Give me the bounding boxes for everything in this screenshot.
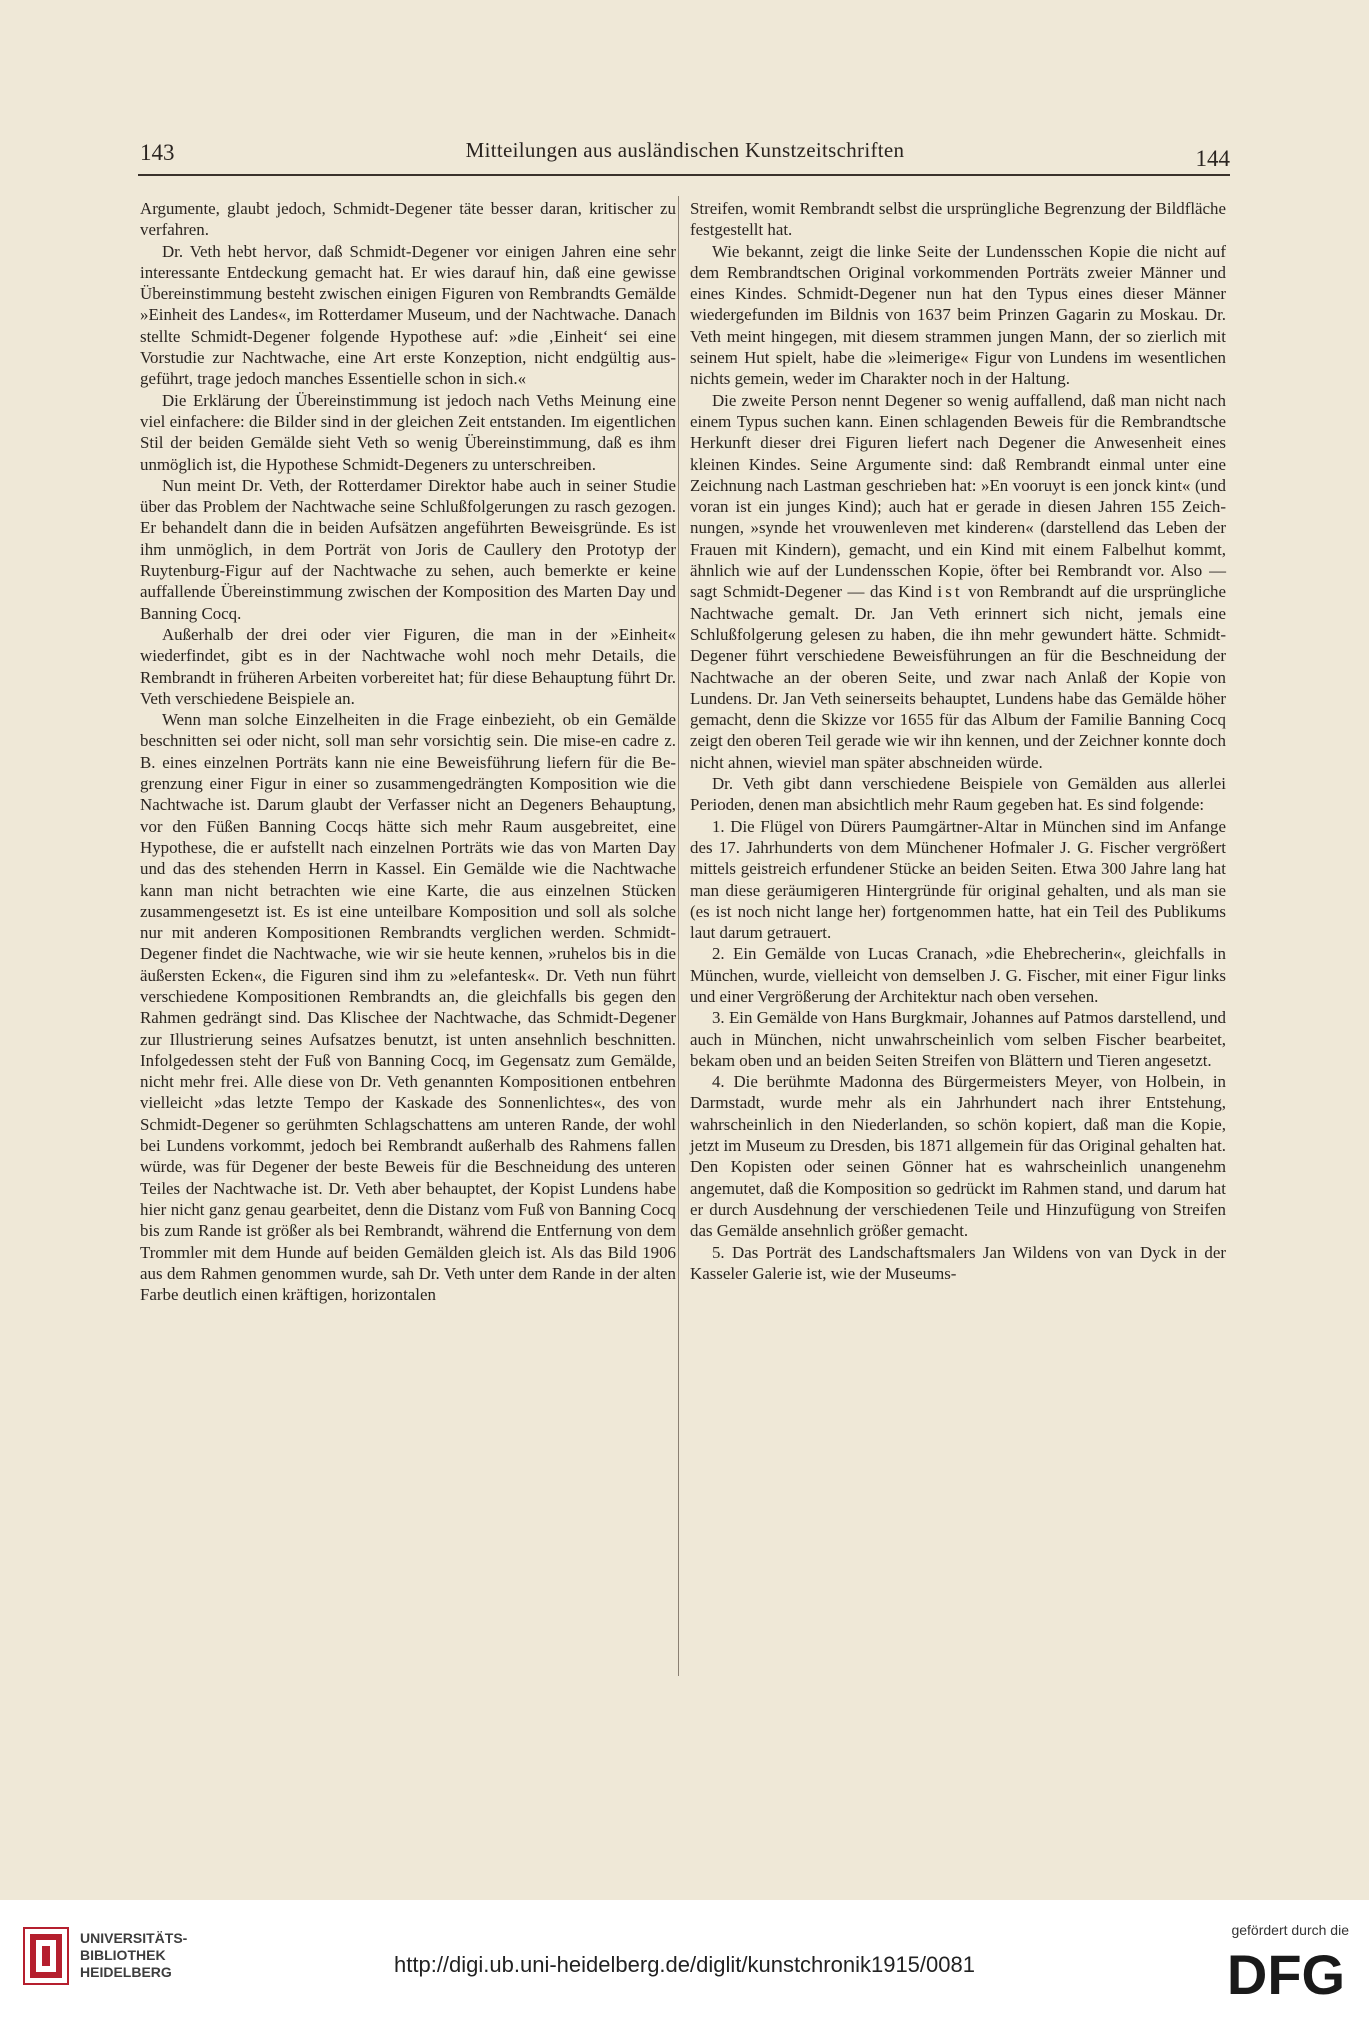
page-number-left: 143 (140, 140, 175, 165)
list-item: 4. Die berühmte Madonna des Bürgermeisters Meyer, von Holbein, in Darmstadt, wurde mehr als ein Jahrhundert nach ihrer Entstehung, wahrscheinlich in den Niederlanden, so schön kopiert, daß man die Kopie, jetzt im Museum zu Dresden, bis 1871 allgemein für das Original gehalten hat. Den Kopisten oder seinen Gönner hat es wahrscheinlich unangenehm angemutet, daß die Komposition so gedrückt im Rahmen stand, und darum hat er durch Ausdehnung der verschiedenen Teile und Hinzufügung von Streifen das Gemälde ansehnlich größer gemacht. (690, 1072, 1226, 1241)
paragraph: Streifen, womit Rembrandt selbst die ursprüngliche Begrenzung der Bildfläche festgestellt hat. (690, 199, 1226, 240)
running-title: Mitteilungen aus ausländischen Kunstzeitschriften (465, 138, 905, 162)
list-item: 5. Das Porträt des Landschaftsmalers Jan Wildens von van Dyck in der Kasseler Galerie ist, wie der Museums- (690, 1242, 1226, 1283)
page-number-right: 144 (1195, 146, 1230, 171)
list-item: 2. Ein Gemälde von Lucas Cranach, »die Ehebrecherin«, gleichfalls in München, wurde, vielleicht von demselben J. G. Fischer, mit einer Figur links und einer Vergrößerung der Architektur nach oben versehen. (690, 944, 1226, 1006)
text-run: Die zweite Person nennt Degener so wenig auffallend, daß man nicht nach einem Typus suchen kann. Einen schlagenden Beweis für die Rembrandtsche Herkunft dieser drei Figuren liefert nach Degener die Anwesenheit eines kleinen Kindes. Seine Argumente sind: daß Rembrandt einmal unter eine Zeichnung nach Lastman geschrieben hat: »En vooruyt is een jonck kint« (und voran ist ein junges Kind); auch hat er gerade in diesen Jahren 155 Zeichnungen, »synde het vrouwenleven met kinderen« (darstellend das Leben der Frauen mit Kindern), gemacht, und ein Kind mit einem Falbelhut kommt, ähnlich wie auf der Lundensschen Kopie, öfter bei Rembrandt vor. Also — sagt Schmidt-Degener — das Kind (690, 390, 1226, 602)
source-url-link[interactable]: http://digi.ub.uni-heidelberg.de/diglit/kunstchronik1915/0081 (394, 1952, 975, 1977)
paragraph: Wie bekannt, zeigt die linke Seite der Lundensschen Kopie die nicht auf dem Rembrandtschen Original vorkommenden Porträts zweier Männer und eines Kindes. Schmidt-Degener nun hat den Typus eines dieser Männer wiedergefunden im Bildnis von 1637 beim Prinzen Gagarin zu Moskau. Dr. Veth meint hingegen, mit diesem strammen jungen Mann, der so zierlich mit seinem Hut spielt, habe die »leimerige« Figur von Lundens im wesentlichen nichts gemein, weder im Charakter noch in der Haltung. (690, 241, 1226, 389)
right-column (690, 198, 1226, 1672)
library-line: UNIVERSITÄTS- (80, 1930, 188, 1946)
dfg-logo (1221, 1942, 1351, 2002)
page-header (140, 138, 1230, 174)
dfg-logo-text: DFG (1226, 1943, 1346, 2002)
paragraph: Dr. Veth hebt hervor, daß Schmidt-Degener vor einigen Jahren eine sehr interessante Entdeckung gemacht hat. Er wies darauf hin, daß eine gewisse Übereinstimmung besteht zwischen einigen Figuren von Rembrandts Gemälde »Einheit des Landes«, im Rotterdamer Museum, und der Nachtwache. Danach stellte Schmidt-Degener folgende Hypothese auf: »die ‚Einheit‘ sei eine Vorstudie zur Nachtwache, eine Art erste Konzeption, nicht endgültig ausgeführt, trage jedoch manches Essentielle schon in sich.« (140, 241, 676, 389)
column-divider (678, 196, 679, 1676)
footer-bar (0, 1900, 1369, 2020)
list-item: 1. Die Flügel von Dürers Paumgärtner-Altar in München sind im Anfange des 17. Jahrhunderts von dem Münchener Hofmaler J. G. Fischer vergrößert mittels geistreich erfundener Stücke an beiden Seiten. Etwa 300 Jahre lang hat man diese geräumigeren Hintergründe für original gehalten, und als man sie (es ist noch nicht lange her) fortgenommen hatte, hat ein Teil des Publikums laut darum getrauert. (690, 816, 1226, 943)
left-column (140, 198, 676, 1672)
library-line: HEIDELBERG (80, 1964, 172, 1980)
list-item: 3. Ein Gemälde von Hans Burgkmair, Johannes auf Patmos darstellend, und auch in München, nicht unwahrscheinlich vom selben Fischer bearbeitet, bekam oben und an beiden Seiten Streifen von Blättern und Tieren angesetzt. (690, 1008, 1226, 1070)
library-line: BIBLIOTHEK (80, 1947, 166, 1963)
paragraph: Argumente, glaubt jedoch, Schmidt-Degener täte besser daran, kritischer zu verfahren. (140, 199, 676, 240)
paragraph (690, 390, 1226, 773)
paragraph: Außerhalb der drei oder vier Figuren, die man in der »Einheit« wiederfindet, gibt es in der Nachtwache wohl noch mehr Details, die Rembrandt in früheren Arbeiten vorbereitet hat; für diese Behauptung führt Dr. Veth verschiedene Beispiele an. (140, 624, 676, 708)
header-rule (138, 174, 1230, 176)
paragraph: Dr. Veth gibt dann verschiedene Beispiele von Gemälden aus allerlei Perioden, denen man absichtlich mehr Raum gegeben hat. Es sind folgende: (690, 774, 1226, 815)
text-run: von Rembrandt auf die ursprüngliche Nachtwache gemalt. Dr. Jan Veth erinnert sich nicht, jemals eine Schlußfolgerung gelesen zu haben, die ihn mehr gewundert hätte. Schmidt-Degener führt verschiedene Beweisführungen an für die Beschneidung der Nachtwache an der oberen Seite, und zwar nach Anlaß der Kopie von Lundens. Dr. Jan Veth seinerseits behauptet, Lundens habe das Gemälde höher gemacht, denn die Skizze vor 1655 für das Album der Familie Banning Cocq zeigt den oberen Teil gerade wie wir ihn kennen, und der Zeichner konnte doch nicht ahnen, wieviel man später abschneiden würde. (690, 582, 1226, 772)
paragraph: Wenn man solche Einzelheiten in die Frage einbezieht, ob ein Gemälde beschnitten sei oder nicht, soll man sehr vorsichtig sein. Die mise-en cadre z. B. eines einzelnen Porträts kann nie eine Beweisführung liefern für die Begrenzung einer Figur in einer so zusammengedrängten Komposition wie die Nachtwache ist. Darum glaubt der Verfasser nicht an Degeners Behauptung, vor den Füßen Banning Cocqs hätte sich mehr Raum ausgebreitet, eine Hypothese, die er aufstellt nach einzelnen Porträts wie das von Marten Day und das des stehenden Herrn in Kassel. Ein Gemälde wie die Nachtwache kann man nicht betrachten wie eine Karte, die aus einzelnen Stücken zusammengesetzt ist. Es ist eine unteilbare Komposition und soll als solche nur mit anderen Kompositionen Rembrandts verglichen werden. Schmidt-Degener findet die Nachtwache, wie wir sie heute kennen, »ruhelos bis in die äußersten Ecken«, die Figuren sind ihm zu »elefantesk«. Dr. Veth nun führt verschiedene Kompositionen Rembrandts an, die gleichfalls bis gegen den Rahmen gedrängt sind. Das Klischee der Nachtwache, das Schmidt-Degener zur Illustrierung seines Aufsatzes benutzt, ist unten ansehnlich beschnitten. Infolgedessen steht der Fuß von Banning Cocq, im Gegensatz zum Gemälde, nicht mehr frei. Alle diese von Dr. Veth genannten Kompositionen entbehren vielleicht »das letzte Tempo der Kaskade des Sonnenlichtes«, des von Schmidt-Degener so gerühmten Schlagschattens am unteren Rande, der wohl bei Lundens vorkommt, jedoch bei Rembrandt außerhalb des Rahmens fallen würde, was für Degener der beste Beweis für die Beschneidung des unteren Teiles der Nachtwache ist. Dr. Veth aber behauptet, der Kopist Lundens habe hier nicht ganz genau gearbeitet, denn die Distanz vom Fuß von Banning Cocq bis zum Rande ist größer als bei Rembrandt, während die Entfernung von dem Trommler mit dem Hunde auf beiden Gemälden gleich ist. Als das Bild 1906 aus dem Rahmen genommen wurde, sah Dr. Veth unter dem Rande in der alten Farbe deutlich einen kräftigen, horizontalen (140, 710, 676, 1305)
funding-note: gefördert durch die (1231, 1922, 1349, 1938)
paragraph: Nun meint Dr. Veth, der Rotterdamer Direktor habe auch in seiner Studie über das Problem der Nachtwache seine Schlußfolgerungen zu rasch gezogen. Er behandelt dann die in beiden Aufsätzen angeführten Beweisgründe. Es ist ihm unmöglich, in dem Porträt von Joris de Caullery den Prototyp der Ruytenburg-Figur auf der Nachtwache zu sehen, auch bemerkte er keine auffallende Übereinstimmung zwischen der Komposition des Marten Day und Banning Cocq. (140, 475, 676, 623)
paragraph: Die Erklärung der Übereinstimmung ist jedoch nach Veths Meinung eine viel einfachere: die Bilder sind in der gleichen Zeit entstanden. Im eigentlichen Stil der beiden Gemälde sieht Veth so wenig Übereinstimmung, daß es ihm unmöglich ist, die Hypothese Schmidt-Degeners zu unterschreiben. (140, 390, 676, 474)
emphasized-word: ist (937, 582, 963, 602)
